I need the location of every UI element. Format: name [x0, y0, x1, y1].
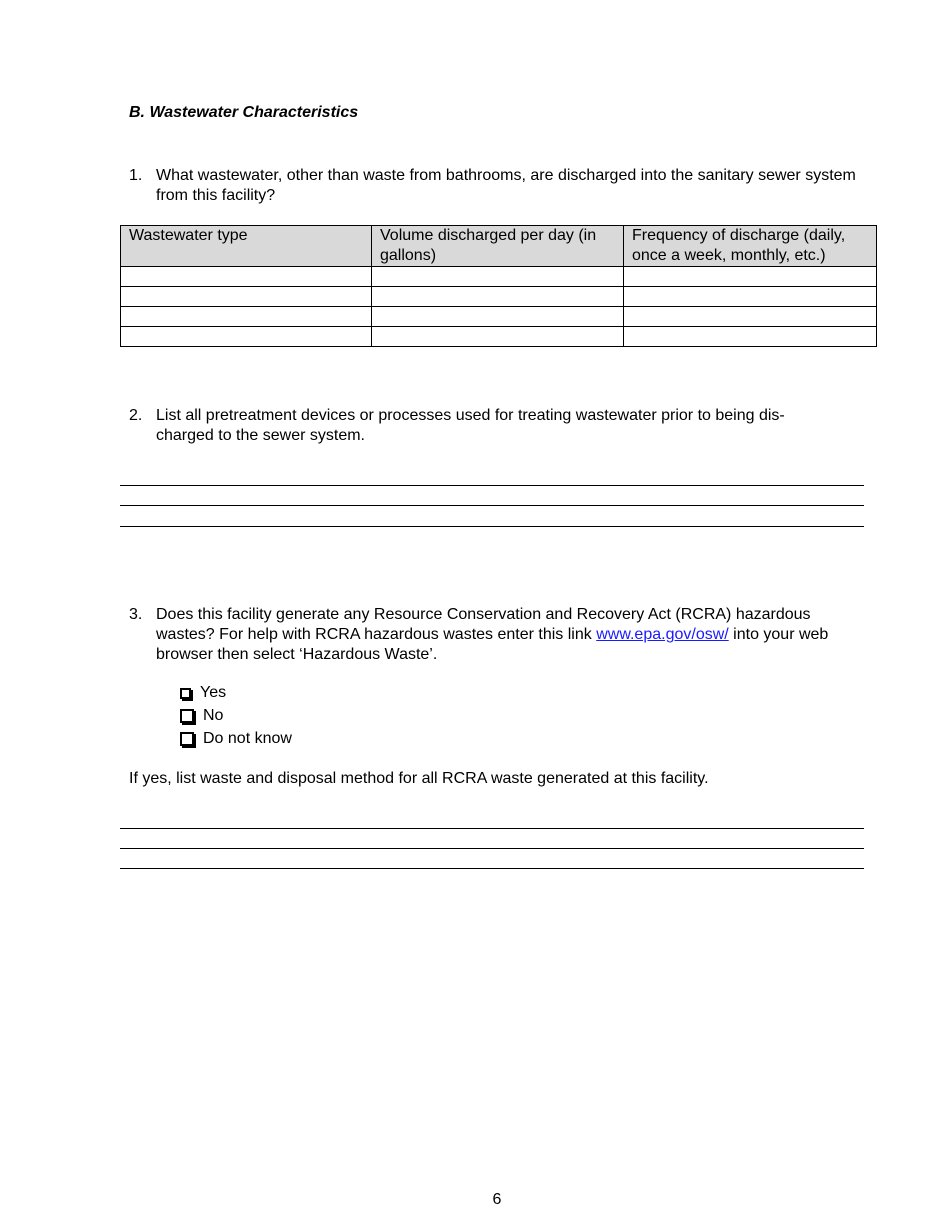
page-number: 6 [492, 1191, 502, 1208]
option-yes-label: Yes [200, 684, 227, 701]
table-cell[interactable] [624, 287, 877, 307]
table-cell[interactable] [121, 307, 372, 327]
table-cell[interactable] [624, 307, 877, 327]
option-no[interactable] [180, 706, 223, 726]
question-1-number: 1. [129, 167, 143, 184]
question-2-text-line-2: charged to the sewer system. [156, 427, 365, 444]
epa-osw-link[interactable]: www.epa.gov/osw/ [596, 626, 729, 643]
table-cell[interactable] [372, 327, 624, 347]
option-no-label: No [203, 707, 224, 724]
table-cell[interactable] [624, 327, 877, 347]
option-yes[interactable] [180, 683, 226, 703]
option-do-not-know[interactable] [180, 729, 292, 749]
header-frequency: Frequency of discharge (daily, once a week, monthly, etc.) [624, 226, 877, 267]
table-row [121, 327, 877, 347]
table-cell[interactable] [372, 287, 624, 307]
table-row [121, 287, 877, 307]
table-cell[interactable] [372, 267, 624, 287]
question-3-text [156, 605, 868, 665]
answer-line[interactable] [120, 868, 864, 869]
answer-line[interactable] [120, 848, 864, 849]
question-2-number: 2. [129, 407, 143, 424]
table-cell[interactable] [121, 287, 372, 307]
answer-line[interactable] [120, 526, 864, 527]
answer-line[interactable] [120, 828, 864, 829]
question-3-text-start: Does this facility generate any Resource Conservation and Recovery Act (RCRA) hazardous wastes? For help with RCRA hazardous wastes enter this link [156, 606, 811, 643]
question-3-text-end: into your web browser then select ‘Hazardous Waste’. [156, 626, 829, 663]
section-heading: B. Wastewater Characteristics [129, 104, 359, 121]
table-row [121, 267, 877, 287]
question-1-text: What wastewater, other than waste from bathrooms, are discharged into the sanitary sewer system from this facility? [156, 167, 856, 204]
question-3-number: 3. [129, 606, 143, 623]
table-cell[interactable] [624, 267, 877, 287]
checkbox-icon[interactable] [180, 709, 194, 723]
question-2-text-line-1: List all pretreatment devices or processes used for treating wastewater prior to being dis- [156, 407, 785, 424]
table-cell[interactable] [372, 307, 624, 327]
checkbox-icon[interactable] [180, 688, 191, 699]
table-cell[interactable] [121, 267, 372, 287]
answer-line[interactable] [120, 505, 864, 506]
question-3-followup: If yes, list waste and disposal method for all RCRA waste generated at this facility. [129, 770, 709, 787]
wastewater-table [120, 225, 877, 347]
table-row [121, 307, 877, 327]
table-header-row [121, 226, 877, 267]
table-cell[interactable] [121, 327, 372, 347]
header-volume-per-day: Volume discharged per day (in gallons) [372, 226, 624, 267]
option-do-not-know-label: Do not know [203, 730, 292, 747]
answer-line[interactable] [120, 485, 864, 486]
checkbox-icon[interactable] [180, 732, 194, 746]
question-2-text [156, 406, 876, 446]
header-wastewater-type: Wastewater type [121, 226, 372, 267]
